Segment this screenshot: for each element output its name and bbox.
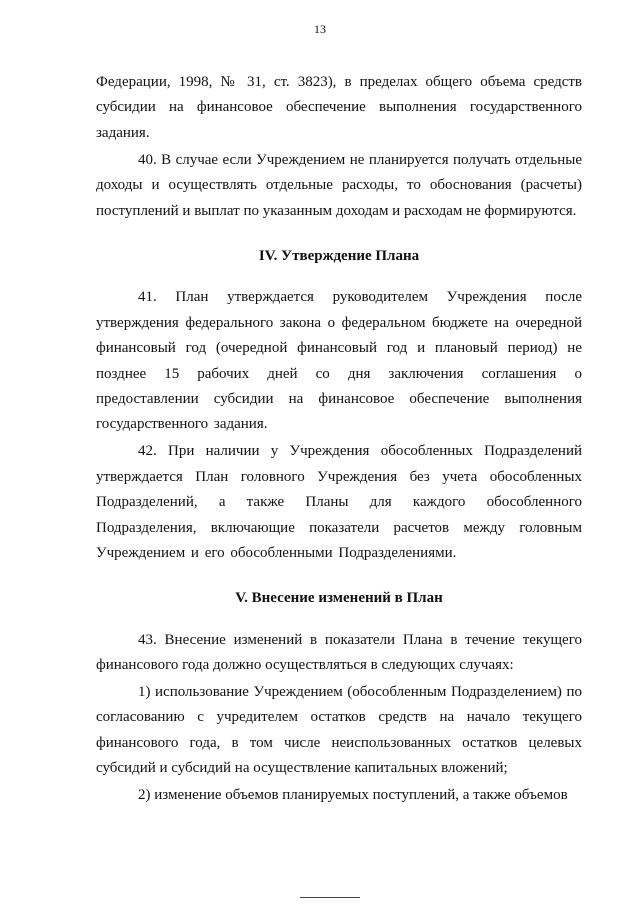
- paragraph-continuation: Федерации, 1998, № 31, ст. 3823), в пределах общего объема средств субсидии на финансовое обеспечение выполнения государственного задания.: [96, 74, 582, 141]
- paragraph-40: 40. В случае если Учреждением не планируется получать отдельные доходы и осуществлять отдельные расходы, то обоснования (расчеты) поступлений и выплат по указанным доходам и расходам не формируются.: [96, 151, 582, 219]
- paragraph-42: 42. При наличии у Учреждения обособленных Подразделений утверждается План головного Учреждения без учета обособленных Подразделений, а также Планы для каждого обособленного Подразделения, включающие показатели расчетов между головным Учреждением и его обособленными Подразделениями.: [96, 443, 582, 561]
- section-heading-v: V. Внесение изменений в План: [235, 590, 443, 607]
- paragraph-41: 41. План утверждается руководителем Учреждения после утверждения федерального закона о федеральном бюджете на очередной финансовый год (очередной финансовый год и плановый период) не позднее 15 рабочих дней со дня заключения соглашения о предоставлении субсидии на финансовое обеспечение выполнения государственного задания.: [96, 289, 582, 433]
- page-number: 13: [314, 22, 326, 36]
- paragraph-43: 43. Внесение изменений в показатели Плана в течение текущего финансового года должно осуществляться в следующих случаях:: [96, 631, 582, 674]
- bottom-divider: [300, 897, 360, 898]
- document-body: [96, 70, 582, 810]
- section-heading-iv: IV. Утверждение Плана: [258, 247, 420, 264]
- list-item-1: 1) использование Учреждением (обособленным Подразделением) по согласованию с учредителем остатков средств на начало текущего финансового года, в том числе неиспользованных остатков целевых субсидий и субсидий на осуществление капитальных вложений;: [96, 684, 582, 777]
- list-item-2: 2) изменение объемов планируемых поступлений, а также объемов: [138, 787, 568, 804]
